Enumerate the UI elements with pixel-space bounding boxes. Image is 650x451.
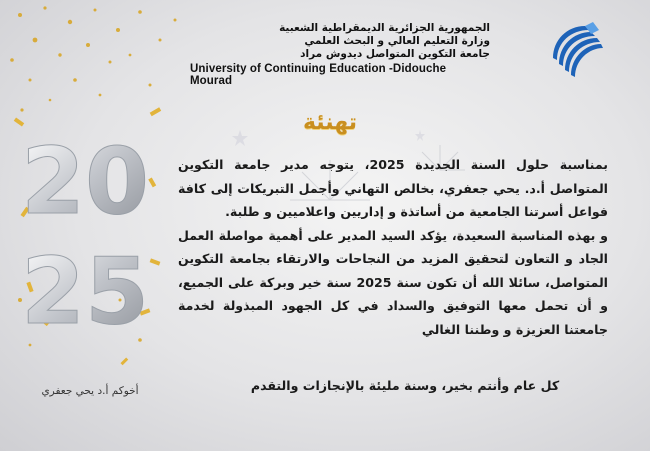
header-university-name-english: University of Continuing Education -Didouche Mourad — [190, 63, 447, 87]
message-body — [178, 153, 608, 341]
closing-wish: كل عام وأنتم بخير، وسنة مليئة بالإنجازات والتقدم — [250, 378, 560, 393]
year-digits-top: 20 — [20, 128, 150, 235]
message-paragraph-2: و بهذه المناسبة السعيدة، يؤكد السيد المدير على أهمية مواصلة العمل الجاد و التعاون لتحقيق المزيد من النجاحات والارتقاء بجامعة التكوين المتواصل، سائلا الله أن تكون سنة 2025 سنة خير وبركة على الجميع، و أن تحمل معها التوفيق والسداد في كل الجهود المبذولة لخدمة جامعتنا العزيزة و وطننا الغالي — [178, 227, 608, 337]
year-digits-bottom: 25 — [20, 238, 150, 345]
header-republic-name: الجمهورية الجزائرية الديمقراطية الشعبية — [279, 22, 490, 34]
header-university-name-arabic: جامعة التكوين المتواصل ديدوش مراد — [300, 48, 490, 60]
message-paragraph-1: بمناسبة حلول السنة الجديدة 2025، يتوجه مدير جامعة التكوين المتواصل أ.د. يحي جعفري، بخالص التهاني وأجمل التبريكات إلى كافة فواعل أسرتنا الجامعية من أساتذة و إداريين واعلاميين و طلبة. — [178, 157, 608, 219]
greeting-title: تهنئة — [302, 110, 358, 135]
year-2025-graphic — [20, 118, 150, 345]
university-logo — [545, 20, 607, 82]
institution-header — [190, 22, 490, 87]
signature: أخوكم أ.د يحي جعفري — [41, 385, 139, 397]
header-ministry-name: وزارة التعليم العالي و البحث العلمي — [304, 35, 490, 47]
